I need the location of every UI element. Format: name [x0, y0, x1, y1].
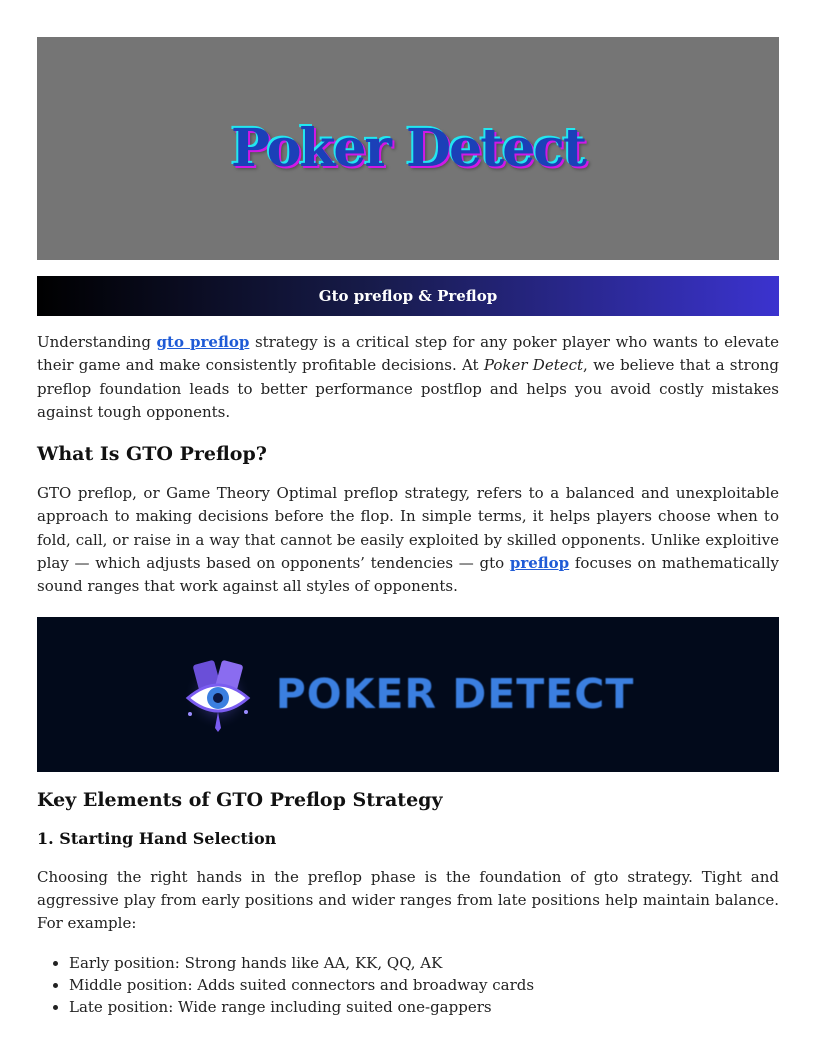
what-is-gto-heading: What Is GTO Preflop? — [37, 443, 267, 466]
intro-text-middle: strategy is a critical step for any poker player who wants to elevate their game and make consistently profitable decisions. At — [37, 333, 779, 375]
intro-paragraph — [37, 331, 779, 424]
what-is-gto-paragraph — [37, 482, 779, 598]
what-text-end: focuses on mathematically sound ranges that work against all styles of opponents. — [37, 554, 779, 596]
preflop-link[interactable]: preflop — [509, 554, 570, 573]
logo-text: POKER DETECT — [275, 669, 635, 718]
gto-preflop-link[interactable]: gto preflop — [156, 333, 250, 351]
poker-eye-icon — [182, 654, 254, 734]
intro-text-end: , we believe that a strong preflop foundation leads to better performance postflop and helps you avoid costly mistakes against tough opponents. — [37, 356, 779, 421]
starting-hand-paragraph: Choosing the right hands in the preflop phase is the foundation of gto strategy. Tight and aggressive play from early positions and wider ranges from late positions help maintain balance. For example: — [37, 867, 779, 933]
list-item: • Late position: Wide range including suited one-gappers — [69, 996, 779, 1018]
key-elements-heading: Key Elements of GTO Preflop Strategy — [37, 788, 443, 811]
what-text-start: GTO preflop, or Game Theory Optimal preflop strategy, refers to a balanced and unexploitable approach to making decisions before the flop. In simple terms, it helps players choose when to fold, call, or raise in a way that cannot be easily exploited by skilled opponents. Unlike exploitive play — which adjusts based on opponents’ tendencies — gto — [37, 484, 779, 573]
position-list — [37, 952, 779, 1018]
list-item: • Early position: Strong hands like AA, KK, QQ, AK — [69, 952, 779, 974]
brand-name: Poker Detect — [483, 356, 584, 375]
intro-text-start: Understanding — [37, 333, 157, 351]
list-item: • Middle position: Adds suited connectors and broadway cards — [69, 974, 779, 996]
poker-detect-logo-image — [37, 617, 779, 772]
hero-banner — [37, 37, 779, 260]
banner-title: Gto preflop & Preflop — [318, 287, 498, 305]
article-content — [37, 330, 779, 1018]
section-banner — [37, 276, 779, 316]
starting-hand-heading: 1. Starting Hand Selection — [37, 828, 277, 848]
hero-title: Poker Detect — [231, 118, 585, 179]
